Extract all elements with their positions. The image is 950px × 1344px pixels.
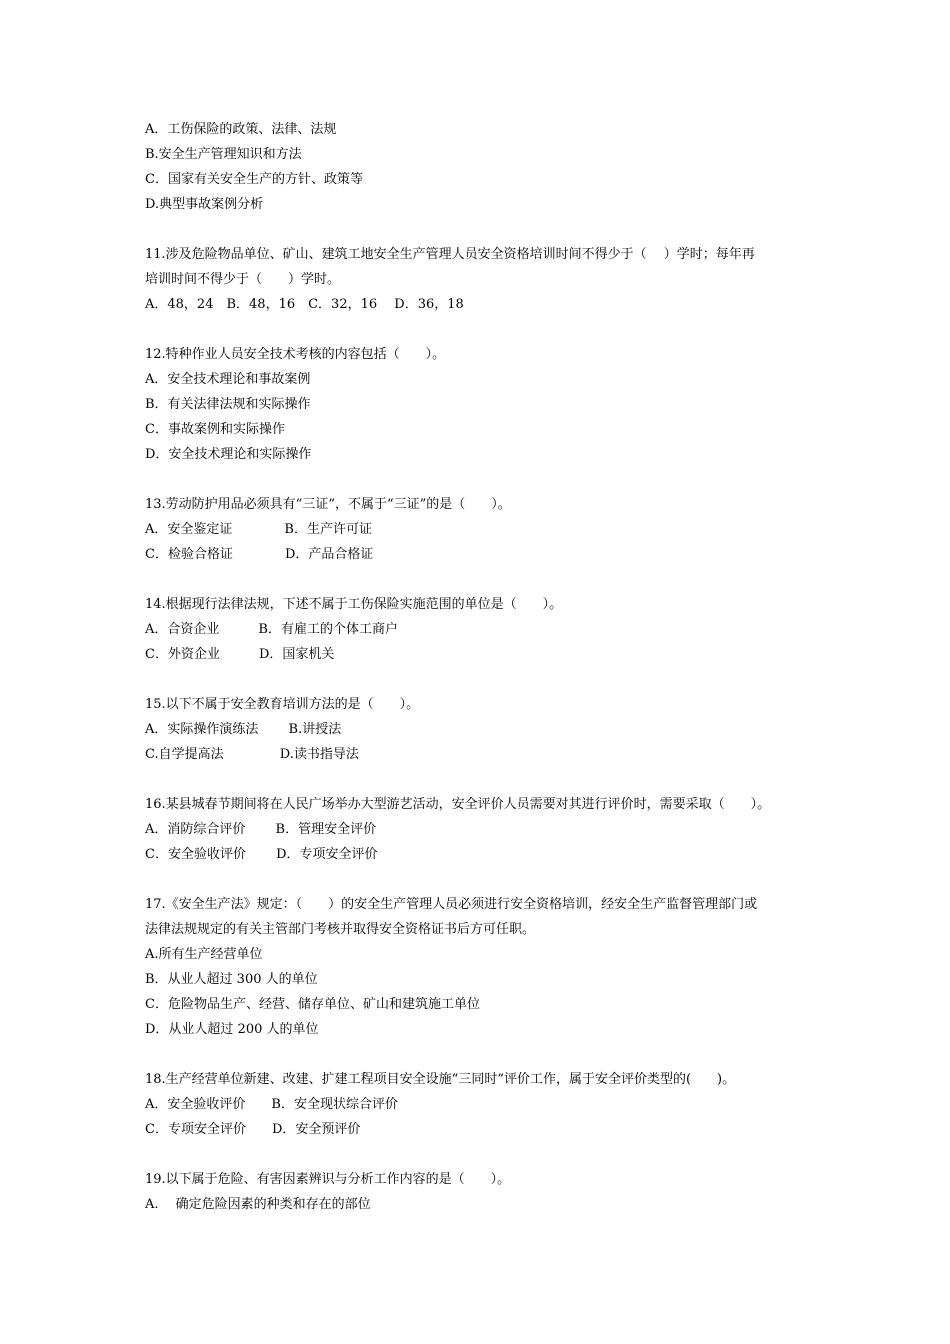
text-line: C．国家有关安全生产的方针、政策等 <box>145 172 363 187</box>
text-line: A．安全技术理论和事故案例 <box>145 372 311 387</box>
text-line: D．安全技术理论和实际操作 <box>145 447 312 462</box>
text-line: 14.根据现行法律法规，下述不属于工伤保险实施范围的单位是（ ）。 <box>145 597 563 612</box>
text-line: A．安全鉴定证 B．生产许可证 <box>145 522 372 537</box>
text-line: 18.生产经营单位新建、改建、扩建工程项目安全设施“三同时”评价工作，属于安全评价类型的( )。 <box>145 1072 736 1087</box>
text-line: A．工伤保险的政策、法律、法规 <box>145 122 337 137</box>
text-line: C．事故案例和实际操作 <box>145 422 285 437</box>
text-line: D.典型事故案例分析 <box>145 197 264 212</box>
text-line: 16.某县城春节期间将在人民广场举办大型游艺活动，安全评价人员需要对其进行评价时，需要采取（ ）。 <box>145 797 771 812</box>
text-line: B.安全生产管理知识和方法 <box>145 147 302 162</box>
text-line: A．消防综合评价 B．管理安全评价 <box>145 822 377 837</box>
text-line: C．危险物品生产、经营、储存单位、矿山和建筑施工单位 <box>145 997 480 1012</box>
text-line: C．专项安全评价 D．安全预评价 <box>145 1122 361 1137</box>
text-line: 13.劳动防护用品必须具有“三证”，不属于“三证”的是（ ）。 <box>145 497 511 512</box>
text-line: C．外资企业 D．国家机关 <box>145 647 335 662</box>
text-line: A．48，24 B．48，16 C．32，16 D．36，18 <box>145 297 464 312</box>
text-line: 17.《安全生产法》规定：（ ）的安全生产管理人员必须进行安全资格培训，经安全生产监督管理部门或 <box>145 897 758 912</box>
text-line: 培训时间不得少于（ ）学时。 <box>145 272 341 287</box>
text-line: 法律法规规定的有关主管部门考核并取得安全资格证书后方可任职。 <box>145 922 536 937</box>
text-line: 11.涉及危险物品单位、矿山、建筑工地安全生产管理人员安全资格培训时间不得少于（ ）学时；每年再 <box>145 247 755 262</box>
text-line: C．检验合格证 D．产品合格证 <box>145 547 374 562</box>
text-line: B．有关法律法规和实际操作 <box>145 397 311 412</box>
text-line: A．安全验收评价 B．安全现状综合评价 <box>145 1097 398 1112</box>
text-line: A. 确定危险因素的种类和存在的部位 <box>145 1197 371 1212</box>
text-line: 15.以下不属于安全教育培训方法的是（ ）。 <box>145 697 420 712</box>
text-line: A．合资企业 B．有雇工的个体工商户 <box>145 622 398 637</box>
text-line: A.所有生产经营单位 <box>145 947 263 962</box>
text-line: C．安全验收评价 D．专项安全评价 <box>145 847 378 862</box>
text-line: 19.以下属于危险、有害因素辨识与分析工作内容的是（ ）。 <box>145 1172 511 1187</box>
text-line: B．从业人超过 300 人的单位 <box>145 972 318 987</box>
text-line: D．从业人超过 200 人的单位 <box>145 1022 319 1037</box>
text-line: A．实际操作演练法 B.讲授法 <box>145 722 342 737</box>
text-line: C.自学提高法 D.读书指导法 <box>145 747 359 762</box>
text-line: 12.特种作业人员安全技术考核的内容包括（ ）。 <box>145 347 446 362</box>
